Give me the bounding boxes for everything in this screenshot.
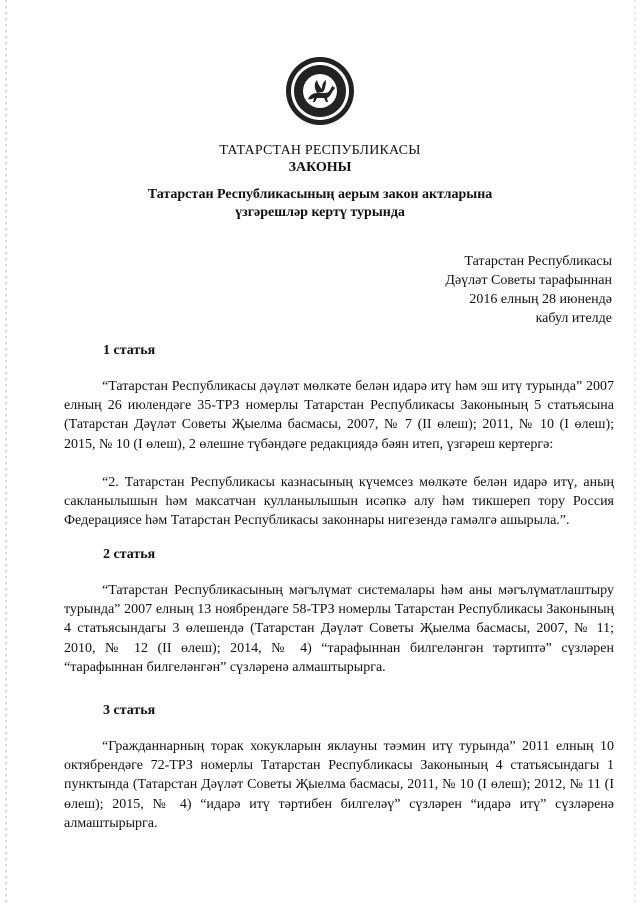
article-2-title: 2 статья <box>103 547 156 562</box>
adoption-line: кабул ителде <box>535 311 612 326</box>
article-3-paragraph: “Гражданнарның торак хокукларын яклауны тәэмин итү турында” 2011 елның 10 октябрендәге 72-ТРЗ номерлы Татарстан Республикасы Законының 4 статьясындагы 1 пунктында (Татарстан Дәүләт Советы Җыелма басмасы, 2011, № 10 (I өлеш); 2012, № 11 (I өлеш); 2015, № 4) “идарә итү тәртибен билгеләү” сүзләрен “идарә итү” сүзләренә алмаштырырга. <box>64 739 614 831</box>
adoption-line: Дәүләт Советы тарафыннан <box>445 273 612 288</box>
article-1-title: 1 статья <box>103 343 156 358</box>
adoption-block <box>445 252 612 328</box>
document-heading <box>0 142 640 177</box>
law-subtitle <box>0 186 640 222</box>
republic-title: ТАТАРСТАН РЕСПУБЛИКАСЫ <box>219 143 421 158</box>
adoption-line: Татарстан Республикасы <box>464 254 612 269</box>
scan-margin-right <box>634 0 636 905</box>
article-3-title: 3 статья <box>103 703 156 718</box>
scan-margin-left <box>5 0 7 905</box>
article-1-paragraph: “2. Татарстан Республикасы казнасының күчемсез мөлкәте белән идарә итү, аның сакланылышын һәм максатчан кулланылышын исәпкә алу һәм тикшереп тору Россия Федерациясе һәм Татарстан Республикасы законнары нигезендә гамәлгә ашырыла.”. <box>64 475 614 529</box>
law-title: ЗАКОНЫ <box>288 160 352 175</box>
article-2-paragraph: “Татарстан Республикасының мәгълүмат системалары һәм аны мәгълүматлаштыру турында” 2007 елның 13 ноябрендәге 58-ТРЗ номерлы Татарстан Республикасы Законының 4 статьясындагы 3 өлешендә (Татарстан Дәүләт Советы Җыелма басмасы, 2007, № 11; 2010, № 12 (II өлеш); 2014, № 4) “тарафыннан билгеләнгән тәртиптә” сүзләрен “тарафыннан билгеләнгән” сүзләренә алмаштырырга. <box>64 583 614 675</box>
tatarstan-emblem-icon <box>284 55 356 127</box>
adoption-line: 2016 елның 28 июнендә <box>469 292 612 307</box>
article-1-paragraph: “Татарстан Республикасы дәүләт мөлкәте белән идарә итү һәм эш итү турында” 2007 елның 26 июлендәге 35-ТРЗ номерлы Татарстан Республикасы Законының 5 статьясына (Татарстан Дәүләт Советы Җыелма басмасы, 2007, № 7 (II өлеш); 2011, № 10 (I өлеш); 2015, № 10 (I өлеш), 2 өлешне түбәндәге редакциядә бәян итеп, үзгәреш кертергә: <box>64 379 614 452</box>
subtitle-line: Татарстан Республикасының аерым закон актларына <box>147 187 493 202</box>
subtitle-line: үзгәрешләр кертү турында <box>235 205 405 220</box>
